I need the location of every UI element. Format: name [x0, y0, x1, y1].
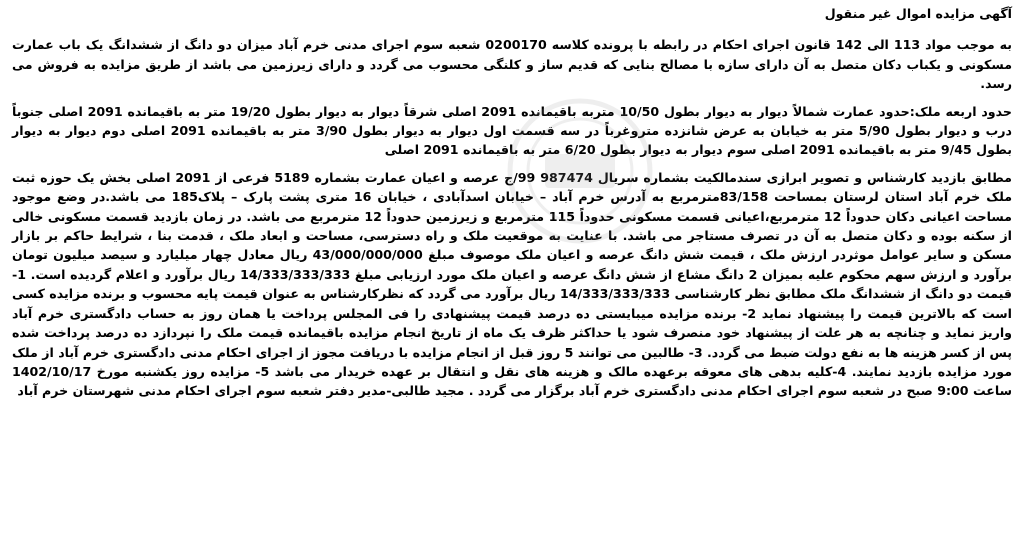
notice-paragraph-details: مطابق بازدید کارشناس و تصویر ابرازی سندمالکیت بشماره سریال 987474 99/ج عرصه و اعیان عمارت بشماره 5189 فرعی از 2091 اصلی بخش یک حوزه ثبت ملک خرم آباد استان لرستان بمساحت 83/158مترمربع به آدرس خرم آباد – خیابان اسدآبادی ، خیابان 16 متری پشت پارک – پلاک185 می باشد.در وضع موجود مساحت اعیانی دکان حدوداً 12 مترمربع،اعیانی قسمت مسکونی حدوداً 115 مترمربع و زیرزمین حدوداً 12 مترمربع می باشد. در زمان بازدید قسمت مسکونی خالی از سکنه بوده و دکان متصل به آن در تصرف مستاجر می باشد. با عنایت به موقعیت ملک و راه دسترسی، مساحت و ابعاد ملک ، قدمت بنا ، شرایط حاکم بر بازار مسکن و سایر عوامل موثردر ارزش ملک ، قیمت شش دانگ عرصه و اعیان ملک موصوف مبلغ 43/000/000/000 ریال معادل چهار میلیارد و سیصد میلیون تومان برآورد و ارزش سهم محکوم علیه بمیزان 2 دانگ مشاع از شش دانگ عرصه و اعیان ملک مورد ارزیابی مبلغ 14/333/333/333 ریال برآورد و اعلام گردیده است. 1-قیمت دو دانگ از ششدانگ ملک مطابق نظر کارشناسی 14/333/333/333 ریال برآورد می گردد که نظرکارشناس به عنوان قیمت پایه محسوب و برنده مزایده کسی است که بالاترین قیمت را پیشنهاد نماید 2- برنده مزایده میبایستی ده درصد قیمت پیشنهادی را فی المجلس پرداخت یا همان روز به حساب دادگستری خرم آباد واریز نماید و چنانچه به هر علت از پیشنهاد خود منصرف شود یا حداکثر ظرف یک ماه از تاریخ انجام مزایده باقیمانده قیمت ملک را نپردازد ده درصد پرداخت شده پس از کسر هزینه ها به نفع دولت ضبط می گردد. 3- طالبین می توانند 5 روز قبل از انجام مزایده با دریافت مجوز از اجرای احکام مدنی دادگستری خرم آباد از ملک مورد مزایده بازدید نمایند. 4-کلیه بدهی های معوقه برعهده مالک و هزینه های نقل و انتقال بر عهده خریدار می باشد 5- مزایده روز یکشنبه مورخ 1402/10/17 ساعت 9:00 صبح در شعبه سوم اجرای احکام مدنی دادگستری خرم آباد برگزار می گردد . مجید طالبی-مدیر دفتر شعبه سوم اجرای احکام مدنی شهرستان خرم آباد [12, 169, 1013, 399]
notice-title: آگهی مزایده اموال غیر منقول [824, 6, 1012, 21]
notice-paragraph-boundaries: حدود اربعه ملک:حدود عمارت شمالاً دیوار به دیوار بطول 10/50 متربه باقیمانده 2091 اصلی شرقاً دیوار به دیوار بطول 19/20 متر به باقیمانده 2091 اصلی جنوباً درب و دیوار بطول 5/90 متر به خیابان به عرض شانزده متروغرباً در سه قسمت اول دیوار به دیوار بطول 3/90 متر به باقیمانده 2091 اصلی دوم دیوار به دیوار بطول 9/45 متر به باقیمانده 2091 اصلی سوم دیوار به دیوار بطول 6/20 متر به باقیمانده 2091 اصلی [12, 103, 1012, 158]
notice-paragraph-intro: به موجب مواد 113 الی 142 قانون اجرای احکام در رابطه با پرونده کلاسه 0200170 شعبه سوم اجرای مدنی خرم آباد میزان دو دانگ از ششدانگ یک باب عمارت مسکونی و یکباب دکان متصل به آن دارای سازه با مصالح بنایی که قدیم ساز و کلنگی محسوب می گردد و دارای زیرزمین می باشد از طریق مزایده به فروش می رسد. [12, 37, 1013, 92]
